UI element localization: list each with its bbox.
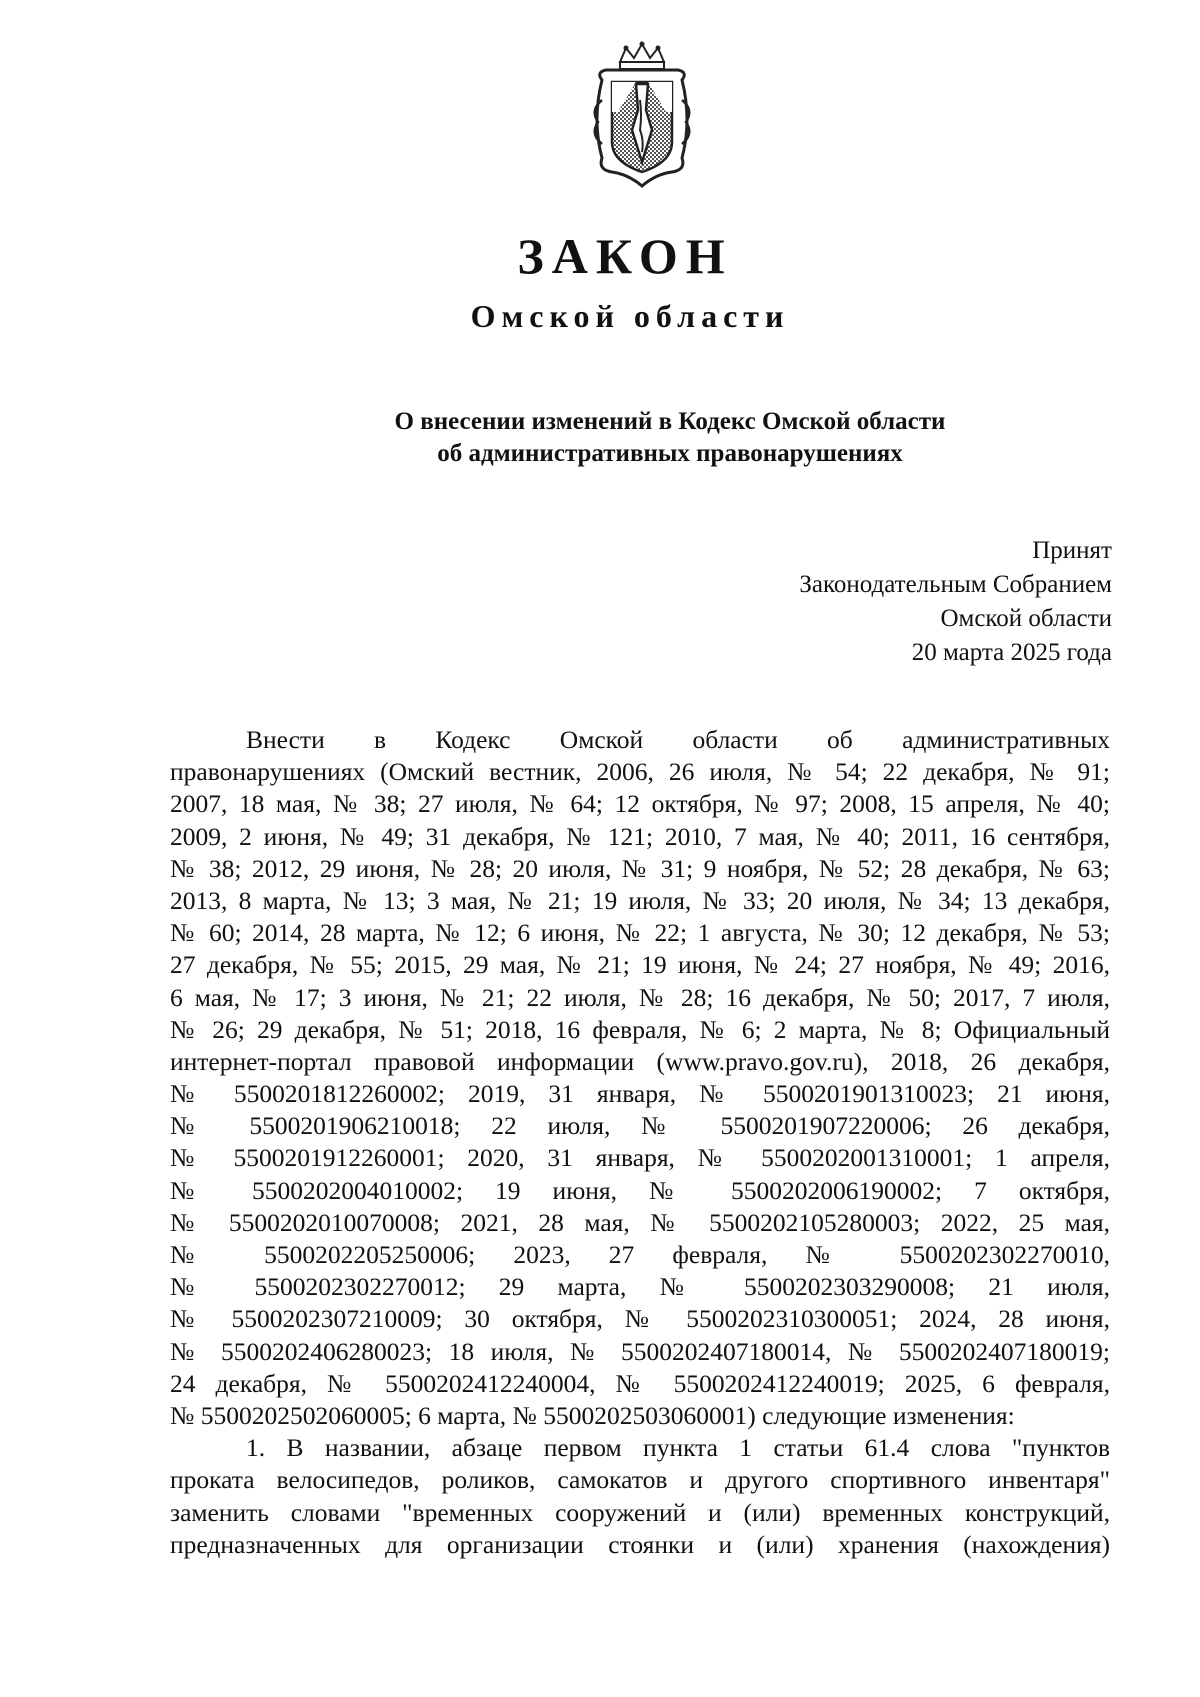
body-line: № 5500202010070008; 2021, 28 мая, № 5500202105280003; 2022, 25 мая, [170, 1207, 1110, 1237]
body-line: № 5500201812260002; 2019, 31 января, № 5500201901310023; 21 июня, [170, 1079, 1110, 1109]
body-line: предназначенных для организации стоянки и (или) хранения (нахождения) [170, 1529, 1110, 1559]
body-line: № 26; 29 декабря, № 51; 2018, 16 февраля, № 6; 2 марта, № 8; Официальный [170, 1014, 1110, 1044]
body-line: интернет-портал правовой информации (www.pravo.gov.ru), 2018, 26 декабря, [170, 1046, 1110, 1076]
law-body [170, 724, 1110, 1561]
body-line: № 5500202205250006; 2023, 27 февраля, № 5500202302270010, [170, 1240, 1110, 1269]
body-line: 1. В названии, абзаце первом пункта 1 статьи 61.4 слова "пунктов [246, 1433, 1110, 1463]
body-line: № 5500202307210009; 30 октября, № 5500202310300051; 2024, 28 июня, [170, 1304, 1110, 1334]
body-line: правонарушениях (Омский вестник, 2006, 26 июля, № 54; 22 декабря, № 91; [170, 757, 1110, 787]
adoption-line: Законодательным Собранием [799, 571, 1112, 598]
adoption-block [799, 534, 1112, 670]
body-line: № 5500202004010002; 19 июня, № 5500202006190002; 7 октября, [170, 1175, 1110, 1205]
body-line: № 5500202302270012; 29 марта, № 5500202303290008; 21 июля, [170, 1272, 1110, 1302]
body-line: Внести в Кодекс Омской области об административных [246, 725, 1110, 754]
adoption-line: Омской области [940, 605, 1112, 632]
body-line: 2013, 8 марта, № 13; 3 мая, № 21; 19 июля, № 33; 20 июля, № 34; 13 декабря, [170, 885, 1110, 915]
body-line: заменить словами "временных сооружений и (или) временных конструкций, [170, 1497, 1110, 1527]
body-line: № 5500201912260001; 2020, 31 января, № 5500202001310001; 1 апреля, [170, 1143, 1110, 1173]
adoption-line: Принят [1032, 537, 1112, 564]
document-title: ЗАКОН [517, 228, 733, 284]
document-region: Омской области [470, 298, 790, 334]
coat-of-arms-icon [582, 40, 702, 190]
body-line: № 5500202502060005; 6 марта, № 5500202503060001) следующие изменения: [170, 1400, 1015, 1430]
body-line: 6 мая, № 17; 3 июня, № 21; 22 июля, № 28; 16 декабря, № 50; 2017, 7 июля, [170, 982, 1110, 1012]
body-line: № 38; 2012, 29 июня, № 28; 20 июля, № 31; 9 ноября, № 52; 28 декабря, № 63; [170, 853, 1110, 883]
body-line: 2007, 18 мая, № 38; 27 июля, № 64; 12 октября, № 97; 2008, 15 апреля, № 40; [170, 789, 1110, 819]
body-line: № 5500201906210018; 22 июля, № 5500201907220006; 26 декабря, [170, 1111, 1110, 1141]
subject-line: О внесении изменений в Кодекс Омской области [394, 408, 946, 435]
body-line: 24 декабря, № 5500202412240004, № 5500202412240019; 2025, 6 февраля, [170, 1368, 1110, 1398]
body-line: № 5500202406280023; 18 июля, № 5500202407180014, № 5500202407180019; [170, 1336, 1110, 1366]
document-subject [300, 406, 1040, 470]
body-line: № 60; 2014, 28 марта, № 12; 6 июня, № 22; 1 августа, № 30; 12 декабря, № 53; [170, 918, 1110, 948]
body-line: 27 декабря, № 55; 2015, 29 мая, № 21; 19 июня, № 24; 27 ноября, № 49; 2016, [170, 950, 1110, 980]
subject-line: об административных правонарушениях [437, 440, 903, 467]
adoption-date: 20 марта 2025 года [911, 639, 1112, 666]
body-line: 2009, 2 июня, № 49; 31 декабря, № 121; 2010, 7 мая, № 40; 2011, 16 сентября, [170, 821, 1110, 851]
body-line: проката велосипедов, роликов, самокатов и другого спортивного инвентаря" [170, 1465, 1110, 1495]
